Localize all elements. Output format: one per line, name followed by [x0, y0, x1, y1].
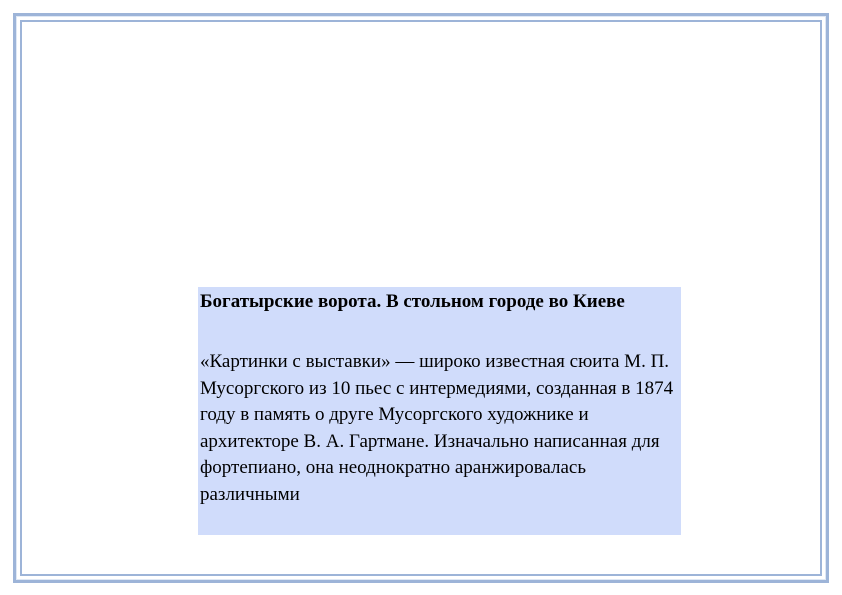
slide-body-text: «Картинки с выставки» — широко известная сюита М. П. Мусоргского из 10 пьес с интермедиями, созданная в 1874 году в память о друге Мусоргского художнике и архитекторе В. А. Гартмане. Изначально написанная для фортепиано, она неоднократно аранжировалась различными: [200, 351, 674, 505]
slide-title: Богатырские ворота. В стольном городе во Киеве: [200, 291, 625, 312]
text-box: [198, 287, 681, 535]
paragraph-spacer: [200, 315, 681, 349]
